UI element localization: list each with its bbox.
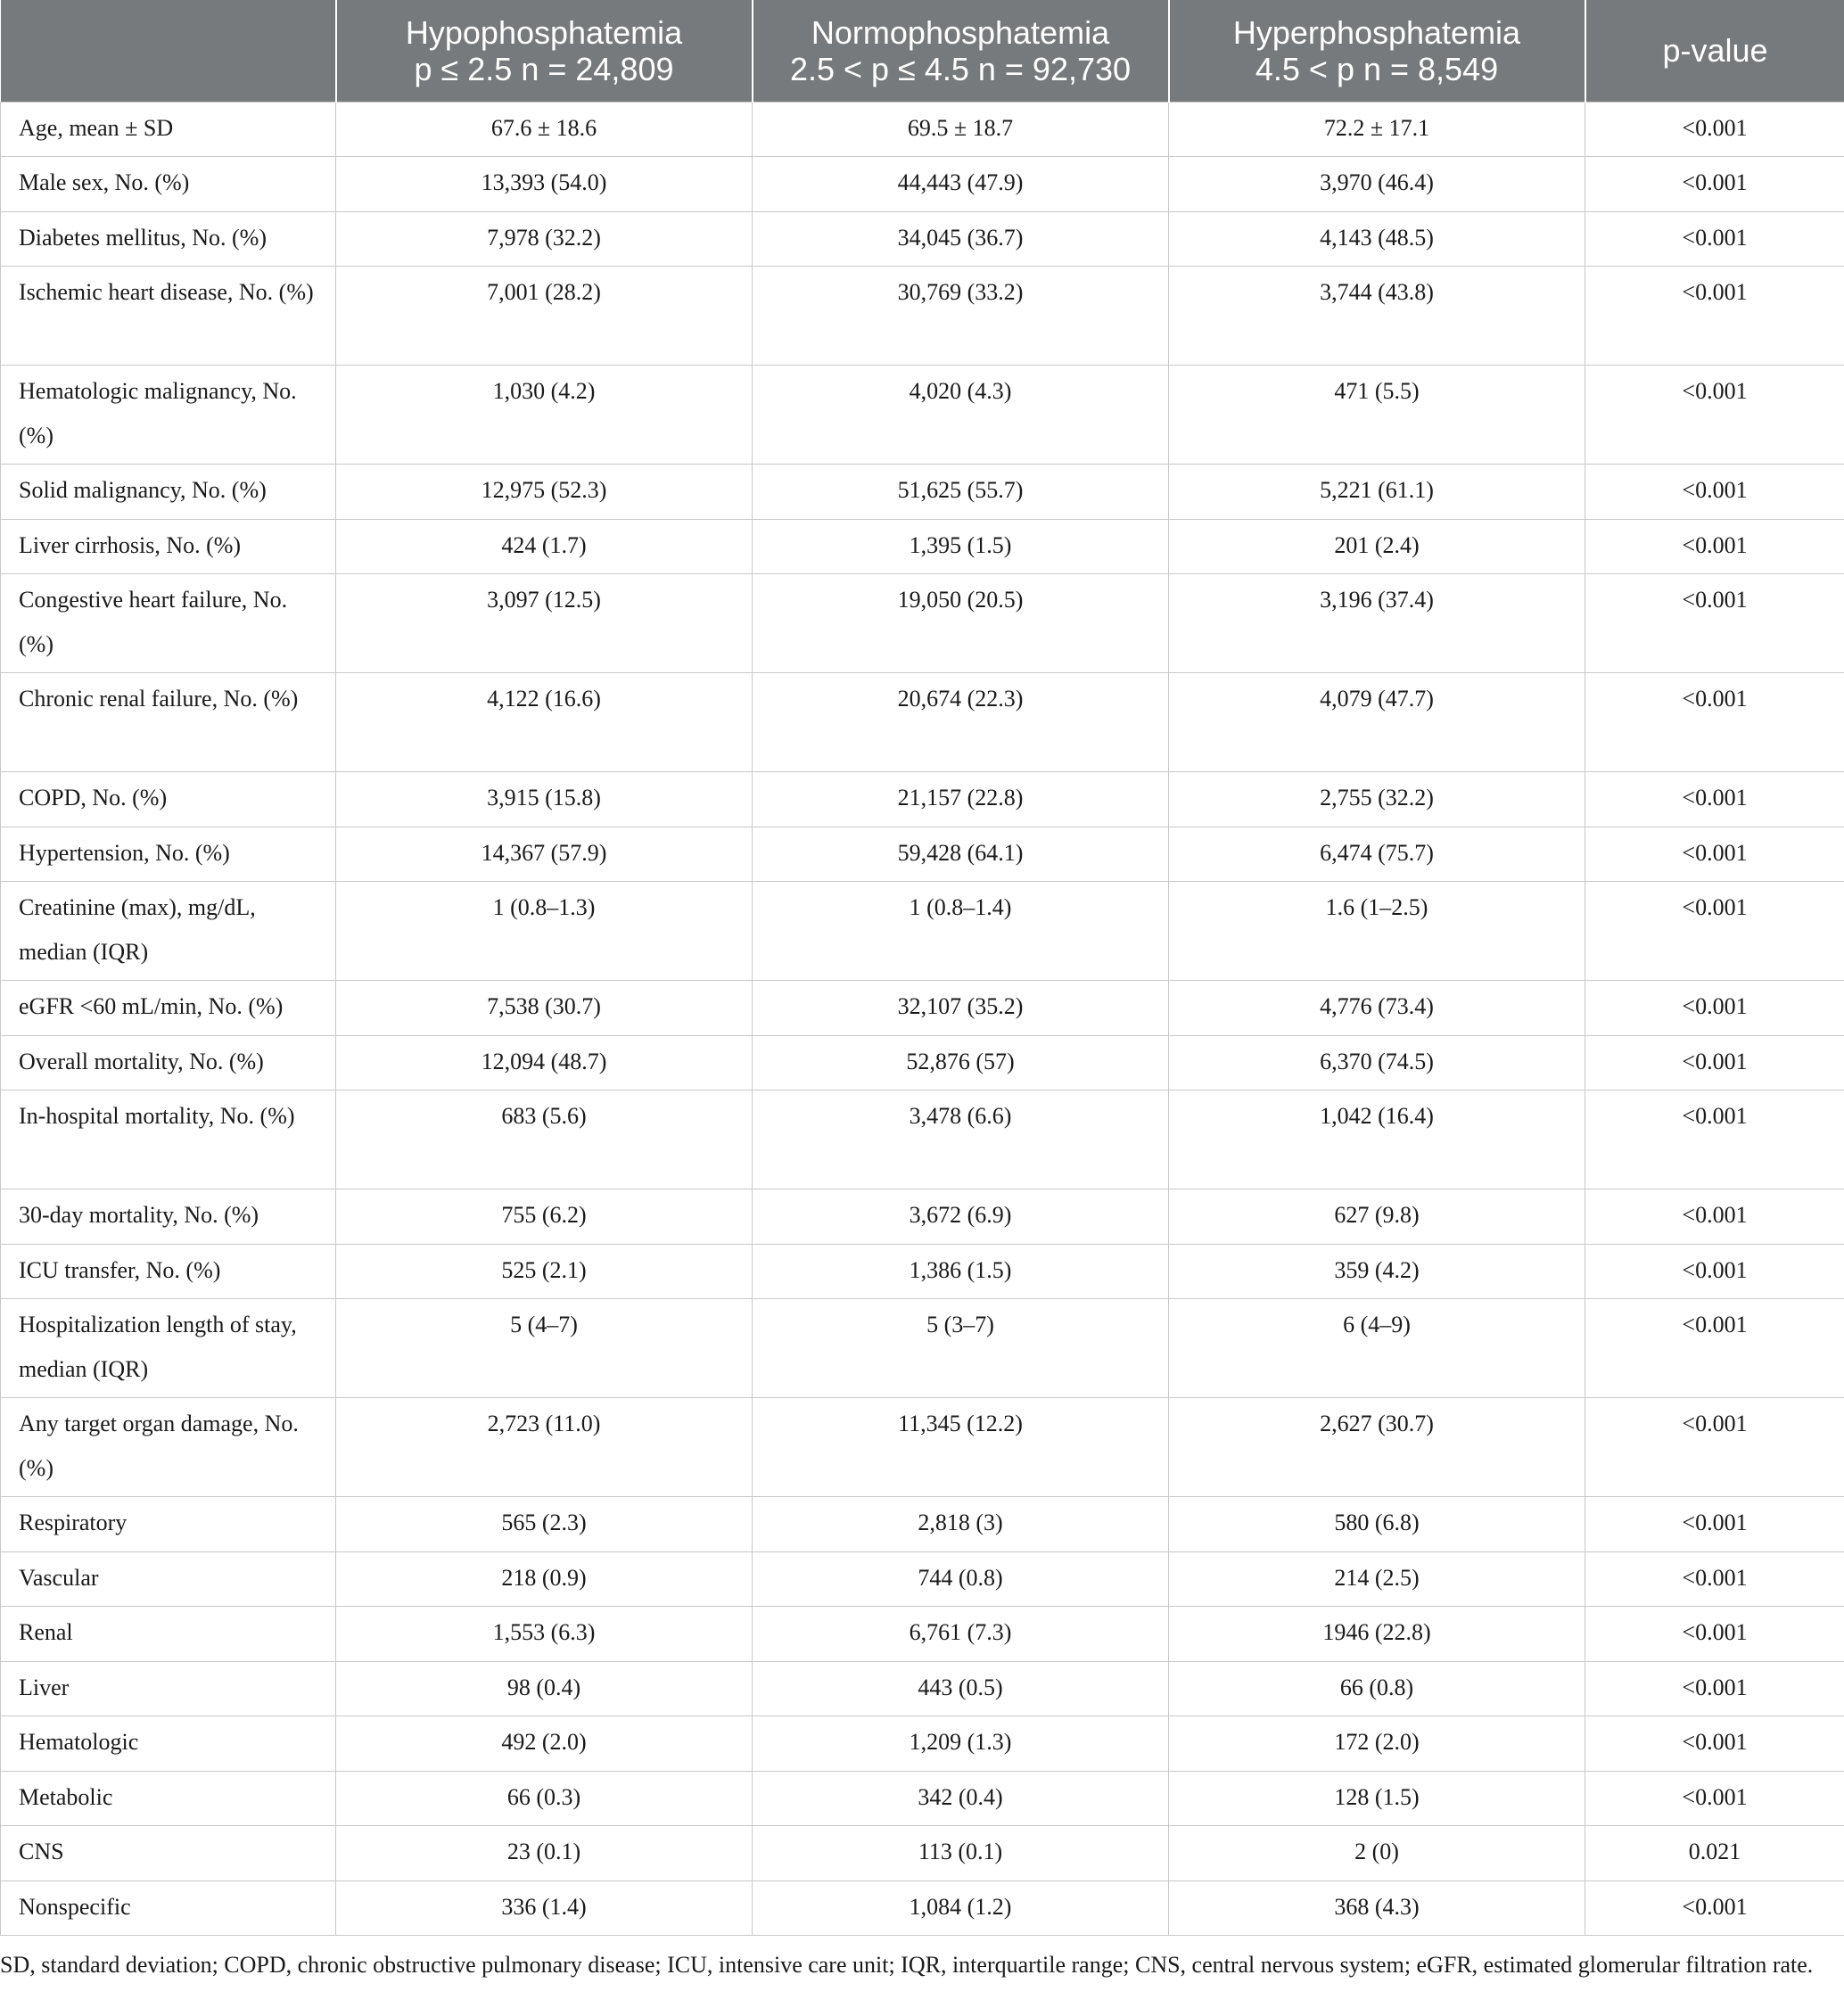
cell-normophosphatemia: 1,395 (1.5) xyxy=(753,519,1169,574)
cell-hyperphosphatemia: 368 (4.3) xyxy=(1169,1880,1585,1936)
table-row xyxy=(1,211,1844,267)
row-label: Metabolic xyxy=(1,1771,336,1826)
row-label: Liver xyxy=(1,1661,336,1716)
cell-p-value: <0.001 xyxy=(1585,1497,1844,1552)
cell-hyperphosphatemia: 1,042 (16.4) xyxy=(1169,1090,1585,1189)
cell-hyperphosphatemia: 1946 (22.8) xyxy=(1169,1607,1585,1662)
row-label: Overall mortality, No. (%) xyxy=(1,1035,336,1090)
cell-hyperphosphatemia: 172 (2.0) xyxy=(1169,1716,1585,1772)
row-label: Any target organ damage, No. (%) xyxy=(1,1398,336,1497)
table-row xyxy=(1,1716,1844,1772)
cell-normophosphatemia: 34,045 (36.7) xyxy=(753,211,1169,267)
table-row xyxy=(1,1771,1844,1826)
table-row xyxy=(1,1299,1844,1398)
cell-hypophosphatemia: 525 (2.1) xyxy=(336,1244,753,1299)
cell-hypophosphatemia: 2,723 (11.0) xyxy=(336,1398,753,1497)
cell-normophosphatemia: 11,345 (12.2) xyxy=(753,1398,1169,1497)
cell-p-value: <0.001 xyxy=(1585,267,1844,366)
cell-p-value: <0.001 xyxy=(1585,1661,1844,1716)
cell-hypophosphatemia: 23 (0.1) xyxy=(336,1826,753,1881)
table-row xyxy=(1,1880,1844,1936)
table-row xyxy=(1,1607,1844,1662)
row-label: Age, mean ± SD xyxy=(1,102,336,157)
cell-p-value: <0.001 xyxy=(1585,1299,1844,1398)
cell-normophosphatemia: 2,818 (3) xyxy=(753,1497,1169,1552)
cell-normophosphatemia: 1,386 (1.5) xyxy=(753,1244,1169,1299)
cell-hypophosphatemia: 66 (0.3) xyxy=(336,1771,753,1826)
table-row xyxy=(1,157,1844,212)
cell-p-value: <0.001 xyxy=(1585,1880,1844,1936)
cell-hypophosphatemia: 1,030 (4.2) xyxy=(336,366,753,465)
cell-hypophosphatemia: 218 (0.9) xyxy=(336,1551,753,1607)
cell-hypophosphatemia: 12,975 (52.3) xyxy=(336,465,753,520)
cell-p-value: <0.001 xyxy=(1585,1090,1844,1189)
cell-p-value: <0.001 xyxy=(1585,827,1844,882)
cell-normophosphatemia: 52,876 (57) xyxy=(753,1035,1169,1090)
table-row xyxy=(1,1826,1844,1881)
cell-normophosphatemia: 51,625 (55.7) xyxy=(753,465,1169,520)
table-row xyxy=(1,1090,1844,1189)
cell-p-value: <0.001 xyxy=(1585,1035,1844,1090)
header-cell-normophosphatemia xyxy=(753,0,1169,102)
row-label: Liver cirrhosis, No. (%) xyxy=(1,519,336,574)
cell-p-value: <0.001 xyxy=(1585,981,1844,1036)
row-label: Vascular xyxy=(1,1551,336,1607)
cell-p-value: <0.001 xyxy=(1585,673,1844,772)
cell-normophosphatemia: 32,107 (35.2) xyxy=(753,981,1169,1036)
cell-p-value: <0.001 xyxy=(1585,1607,1844,1662)
cell-normophosphatemia: 30,769 (33.2) xyxy=(753,267,1169,366)
cell-hypophosphatemia: 424 (1.7) xyxy=(336,519,753,574)
cell-hypophosphatemia: 5 (4–7) xyxy=(336,1299,753,1398)
table-row xyxy=(1,366,1844,465)
cell-p-value: <0.001 xyxy=(1585,211,1844,267)
cell-p-value: <0.001 xyxy=(1585,465,1844,520)
row-label: Diabetes mellitus, No. (%) xyxy=(1,211,336,267)
cell-normophosphatemia: 4,020 (4.3) xyxy=(753,366,1169,465)
row-label: Hematologic malignancy, No. (%) xyxy=(1,366,336,465)
cell-hypophosphatemia: 492 (2.0) xyxy=(336,1716,753,1772)
cell-p-value: <0.001 xyxy=(1585,1398,1844,1497)
cell-hyperphosphatemia: 471 (5.5) xyxy=(1169,366,1585,465)
table-row xyxy=(1,574,1844,673)
cell-hypophosphatemia: 683 (5.6) xyxy=(336,1090,753,1189)
header-cell-p-value: p-value xyxy=(1585,0,1844,102)
table-row xyxy=(1,1497,1844,1552)
header-cell-variable xyxy=(1,0,336,102)
cell-p-value: <0.001 xyxy=(1585,772,1844,827)
cell-p-value: <0.001 xyxy=(1585,1551,1844,1607)
cell-p-value: <0.001 xyxy=(1585,574,1844,673)
cell-hyperphosphatemia: 72.2 ± 17.1 xyxy=(1169,102,1585,157)
cell-hyperphosphatemia: 2,755 (32.2) xyxy=(1169,772,1585,827)
cell-hypophosphatemia: 3,915 (15.8) xyxy=(336,772,753,827)
cell-hypophosphatemia: 67.6 ± 18.6 xyxy=(336,102,753,157)
cell-p-value: <0.001 xyxy=(1585,1716,1844,1772)
cell-normophosphatemia: 1,084 (1.2) xyxy=(753,1880,1169,1936)
row-label: Hospitalization length of stay, median (IQR) xyxy=(1,1299,336,1398)
header-subtitle: 2.5 < p ≤ 4.5 n = 92,730 xyxy=(789,50,1132,87)
table-row xyxy=(1,882,1844,981)
cell-hypophosphatemia: 4,122 (16.6) xyxy=(336,673,753,772)
cell-hyperphosphatemia: 6 (4–9) xyxy=(1169,1299,1585,1398)
cell-hyperphosphatemia: 580 (6.8) xyxy=(1169,1497,1585,1552)
cell-normophosphatemia: 44,443 (47.9) xyxy=(753,157,1169,212)
table-row xyxy=(1,1398,1844,1497)
cell-normophosphatemia: 3,672 (6.9) xyxy=(753,1189,1169,1245)
cell-normophosphatemia: 59,428 (64.1) xyxy=(753,827,1169,882)
header-cell-hypophosphatemia xyxy=(336,0,753,102)
table-body xyxy=(1,102,1844,1936)
cell-normophosphatemia: 20,674 (22.3) xyxy=(753,673,1169,772)
cell-hyperphosphatemia: 4,776 (73.4) xyxy=(1169,981,1585,1036)
cell-normophosphatemia: 3,478 (6.6) xyxy=(753,1090,1169,1189)
row-label: Nonspecific xyxy=(1,1880,336,1936)
cell-hyperphosphatemia: 3,970 (46.4) xyxy=(1169,157,1585,212)
cell-hyperphosphatemia: 128 (1.5) xyxy=(1169,1771,1585,1826)
row-label: Male sex, No. (%) xyxy=(1,157,336,212)
cell-hyperphosphatemia: 1.6 (1–2.5) xyxy=(1169,882,1585,981)
row-label: Hypertension, No. (%) xyxy=(1,827,336,882)
header-subtitle: 4.5 < p n = 8,549 xyxy=(1255,50,1499,87)
cell-hypophosphatemia: 98 (0.4) xyxy=(336,1661,753,1716)
cell-normophosphatemia: 1,209 (1.3) xyxy=(753,1716,1169,1772)
row-label: COPD, No. (%) xyxy=(1,772,336,827)
table-row xyxy=(1,827,1844,882)
cell-p-value: 0.021 xyxy=(1585,1826,1844,1881)
cell-hyperphosphatemia: 4,079 (47.7) xyxy=(1169,673,1585,772)
row-label: Ischemic heart disease, No. (%) xyxy=(1,267,336,366)
row-label: ICU transfer, No. (%) xyxy=(1,1244,336,1299)
header-title: Hyperphosphatemia xyxy=(1232,13,1521,51)
cell-hyperphosphatemia: 6,474 (75.7) xyxy=(1169,827,1585,882)
row-label: Renal xyxy=(1,1607,336,1662)
cell-hypophosphatemia: 1 (0.8–1.3) xyxy=(336,882,753,981)
table-header xyxy=(1,0,1844,102)
table-row xyxy=(1,1551,1844,1607)
cell-hyperphosphatemia: 5,221 (61.1) xyxy=(1169,465,1585,520)
cell-hyperphosphatemia: 2 (0) xyxy=(1169,1826,1585,1881)
cell-normophosphatemia: 1 (0.8–1.4) xyxy=(753,882,1169,981)
cell-hypophosphatemia: 12,094 (48.7) xyxy=(336,1035,753,1090)
cell-hyperphosphatemia: 627 (9.8) xyxy=(1169,1189,1585,1245)
row-label: Respiratory xyxy=(1,1497,336,1552)
cell-hypophosphatemia: 7,978 (32.2) xyxy=(336,211,753,267)
cell-hyperphosphatemia: 3,196 (37.4) xyxy=(1169,574,1585,673)
table-row xyxy=(1,673,1844,772)
cell-hyperphosphatemia: 3,744 (43.8) xyxy=(1169,267,1585,366)
header-title: Hypophosphatemia xyxy=(405,13,683,51)
cell-p-value: <0.001 xyxy=(1585,1189,1844,1245)
cell-hypophosphatemia: 336 (1.4) xyxy=(336,1880,753,1936)
cell-hyperphosphatemia: 66 (0.8) xyxy=(1169,1661,1585,1716)
cell-hyperphosphatemia: 214 (2.5) xyxy=(1169,1551,1585,1607)
row-label: Hematologic xyxy=(1,1716,336,1772)
header-title: Normophosphatemia xyxy=(811,13,1110,51)
row-label: In-hospital mortality, No. (%) xyxy=(1,1090,336,1189)
table-row xyxy=(1,267,1844,366)
table-row xyxy=(1,465,1844,520)
cell-hypophosphatemia: 13,393 (54.0) xyxy=(336,157,753,212)
table-row xyxy=(1,1661,1844,1716)
row-label: eGFR <60 mL/min, No. (%) xyxy=(1,981,336,1036)
cell-p-value: <0.001 xyxy=(1585,157,1844,212)
cell-normophosphatemia: 6,761 (7.3) xyxy=(753,1607,1169,1662)
row-label: CNS xyxy=(1,1826,336,1881)
cell-p-value: <0.001 xyxy=(1585,1771,1844,1826)
cell-normophosphatemia: 443 (0.5) xyxy=(753,1661,1169,1716)
cell-hyperphosphatemia: 2,627 (30.7) xyxy=(1169,1398,1585,1497)
cell-hyperphosphatemia: 6,370 (74.5) xyxy=(1169,1035,1585,1090)
cell-normophosphatemia: 19,050 (20.5) xyxy=(753,574,1169,673)
cell-hyperphosphatemia: 4,143 (48.5) xyxy=(1169,211,1585,267)
row-label: Creatinine (max), mg/dL, median (IQR) xyxy=(1,882,336,981)
cell-normophosphatemia: 5 (3–7) xyxy=(753,1299,1169,1398)
header-row xyxy=(1,0,1844,102)
table-row xyxy=(1,1035,1844,1090)
cell-hypophosphatemia: 1,553 (6.3) xyxy=(336,1607,753,1662)
cell-p-value: <0.001 xyxy=(1585,882,1844,981)
header-subtitle: p ≤ 2.5 n = 24,809 xyxy=(414,50,674,87)
row-label: Congestive heart failure, No. (%) xyxy=(1,574,336,673)
cell-normophosphatemia: 113 (0.1) xyxy=(753,1826,1169,1881)
table-row xyxy=(1,1244,1844,1299)
cell-hypophosphatemia: 755 (6.2) xyxy=(336,1189,753,1245)
cell-hypophosphatemia: 7,001 (28.2) xyxy=(336,267,753,366)
row-label: Chronic renal failure, No. (%) xyxy=(1,673,336,772)
cell-hypophosphatemia: 14,367 (57.9) xyxy=(336,827,753,882)
cell-p-value: <0.001 xyxy=(1585,1244,1844,1299)
row-label: 30-day mortality, No. (%) xyxy=(1,1189,336,1245)
table-row xyxy=(1,102,1844,157)
cell-hypophosphatemia: 7,538 (30.7) xyxy=(336,981,753,1036)
header-cell-hyperphosphatemia xyxy=(1169,0,1585,102)
cell-hypophosphatemia: 565 (2.3) xyxy=(336,1497,753,1552)
cell-normophosphatemia: 342 (0.4) xyxy=(753,1771,1169,1826)
table-row xyxy=(1,772,1844,827)
table-footnote: SD, standard deviation; COPD, chronic obstructive pulmonary disease; ICU, intensive care unit; IQR, interquartile range; CNS, central nervous system; eGFR, estimated glomerular filtration rate. xyxy=(0,1952,1814,1978)
cell-p-value: <0.001 xyxy=(1585,519,1844,574)
cell-normophosphatemia: 744 (0.8) xyxy=(753,1551,1169,1607)
cell-normophosphatemia: 69.5 ± 18.7 xyxy=(753,102,1169,157)
cell-hyperphosphatemia: 359 (4.2) xyxy=(1169,1244,1585,1299)
row-label: Solid malignancy, No. (%) xyxy=(1,465,336,520)
cell-normophosphatemia: 21,157 (22.8) xyxy=(753,772,1169,827)
cell-p-value: <0.001 xyxy=(1585,102,1844,157)
cell-hyperphosphatemia: 201 (2.4) xyxy=(1169,519,1585,574)
table-row xyxy=(1,1189,1844,1245)
cell-p-value: <0.001 xyxy=(1585,366,1844,465)
table-row xyxy=(1,519,1844,574)
table-row xyxy=(1,981,1844,1036)
cell-hypophosphatemia: 3,097 (12.5) xyxy=(336,574,753,673)
